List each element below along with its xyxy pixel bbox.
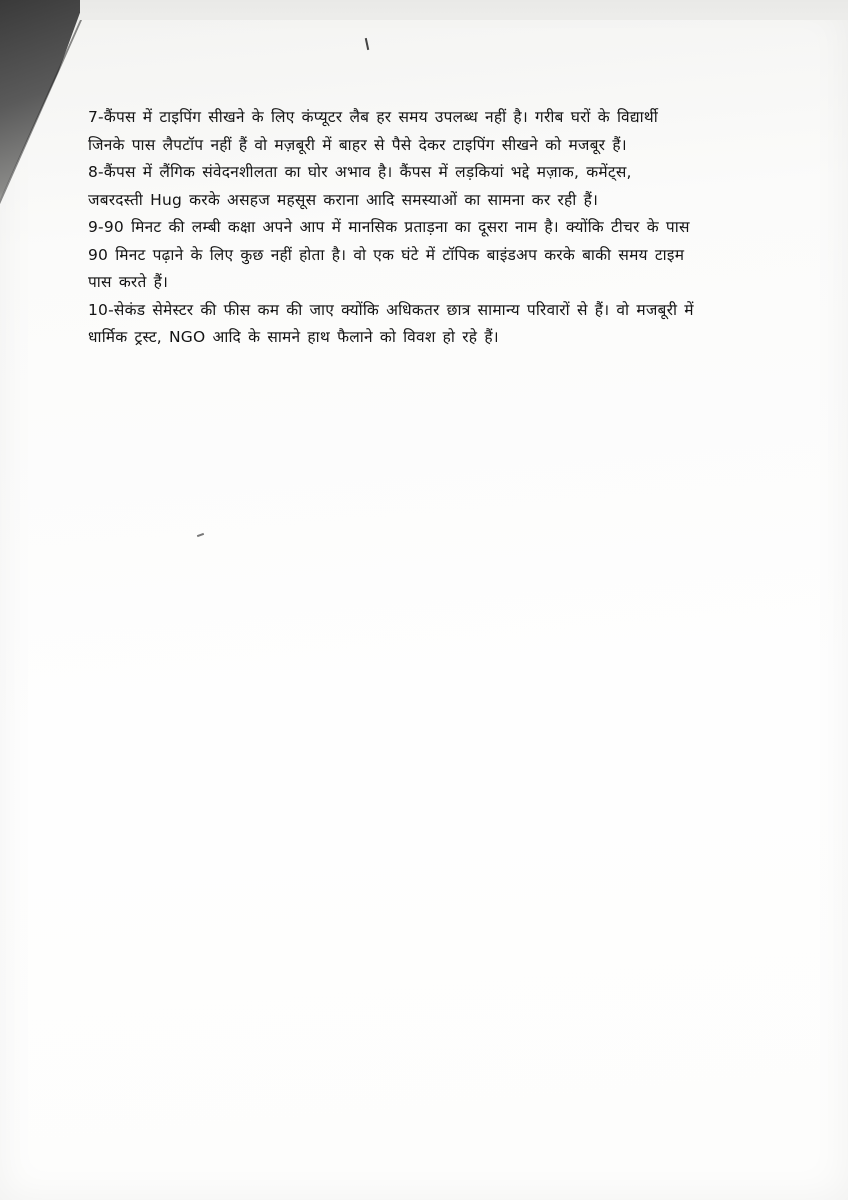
text-line: धार्मिक ट्रस्ट, NGO आदि के सामने हाथ फैलाने को विवश हो रहे हैं। [88,328,499,346]
document-body [88,104,768,352]
text-line: 7-कैंपस में टाइपिंग सीखने के लिए कंप्यूटर लैब हर समय उपलब्ध नहीं है। गरीब घरों के विद्यार्थी [88,108,658,126]
text-line: जबरदस्ती Hug करके असहज महसूस कराना आदि समस्याओं का सामना कर रही हैं। [88,190,599,209]
point-9-paragraph [88,214,768,297]
point-7-paragraph [88,104,768,159]
point-10-paragraph [88,297,768,352]
text-line: 10-सेकंड सेमेस्टर की फीस कम की जाए क्योंकि अधिकतर छात्र सामान्य परिवारों से हैं। वो मजबूरी में [88,300,694,319]
text-line: पास करते हैं। [88,273,169,291]
text-line: 90 मिनट पढ़ाने के लिए कुछ नहीं होता है। वो एक घंटे में टॉपिक बाइंडअप करके बाकी समय टाइम [88,245,685,264]
text-line: 9-90 मिनट की लम्बी कक्षा अपने आप में मानसिक प्रताड़ना का दूसरा नाम है। क्योंकि टीचर के पास [88,218,690,236]
point-8-paragraph [88,159,768,214]
text-line: जिनके पास लैपटॉप नहीं हैं वो मज़बूरी में बाहर से पैसे देकर टाइपिंग सीखने को मजबूर हैं। [88,135,627,154]
text-line: 8-कैंपस में लैंगिक संवेदनशीलता का घोर अभाव है। कैंपस में लड़कियां भद्दे मज़ाक, कमेंट्स, [88,163,632,181]
